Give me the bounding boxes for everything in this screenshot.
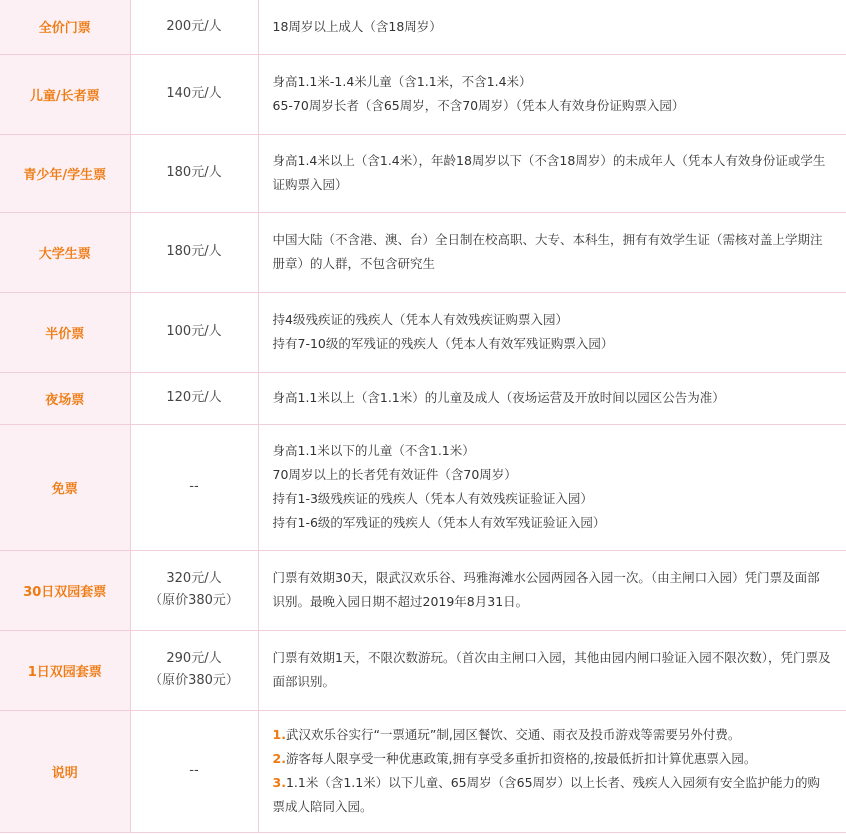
table-row (0, 292, 846, 372)
note-item (273, 771, 833, 819)
ticket-type: 全价门票 (0, 0, 130, 54)
price-line: 120元/人 (166, 390, 222, 405)
ticket-price (130, 134, 258, 212)
table-row (0, 372, 846, 424)
table-row (0, 424, 846, 550)
table-row (0, 630, 846, 710)
note-number: 1. (272, 727, 286, 742)
description-line: 身高1.1米以下的儿童（不含1.1米） (272, 443, 475, 458)
note-number: 3. (272, 775, 286, 790)
notes-price: -- (130, 710, 258, 832)
ticket-price (130, 550, 258, 630)
ticket-price (130, 0, 258, 54)
description-line: 身高1.1米以上（含1.1米）的儿童及成人（夜场运营及开放时间以园区公告为准） (272, 390, 725, 405)
description-line: 门票有效期30天，限武汉欢乐谷、玛雅海滩水公园两园各入园一次。（由主闸口入园）凭门票及面部识别。最晚入园日期不超过2019年8月31日。 (272, 570, 820, 609)
description-line: 65-70周岁长者（含65周岁，不含70周岁）（凭本人有效身份证购票入园） (272, 98, 685, 113)
price-line: 100元/人 (166, 324, 222, 339)
description-line: 门票有效期1天，不限次数游玩。（首次由主闸口入园，其他由园内闸口验证入园不限次数），凭门票及面部识别。 (272, 650, 831, 689)
notes-list (258, 710, 846, 832)
price-line: 200元/人 (166, 18, 222, 34)
ticket-description (258, 292, 846, 372)
ticket-description (258, 630, 846, 710)
note-text: 武汉欢乐谷实行“一票通玩”制,园区餐饮、交通、雨衣及投币游戏等需要另外付费。 (285, 727, 741, 742)
ticket-description (258, 54, 846, 134)
price-line: （原价380元） (149, 673, 239, 688)
table-row (0, 212, 846, 292)
note-text: 1.1米（含1.1米）以下儿童、65周岁（含65周岁）以上长者、残疾人入园须有安全监护能力的购票成人陪同入园。 (272, 775, 821, 814)
table-row (0, 54, 846, 134)
ticket-price (130, 212, 258, 292)
description-line: 身高1.4米以上（含1.4米），年龄18周岁以下（不含18周岁）的未成年人（凭本人有效身份证或学生证购票入园） (272, 153, 826, 192)
ticket-price (130, 292, 258, 372)
notes-label: 说明 (0, 710, 130, 832)
description-line: 持有1-3级残疾证的残疾人（凭本人有效残疾证验证入园） (272, 491, 593, 506)
description-line: 持4级残疾证的残疾人（凭本人有效残疾证购票入园） (272, 312, 568, 327)
ticket-description (258, 372, 846, 424)
note-item (273, 747, 833, 771)
ticket-price (130, 424, 258, 550)
price-line: 180元/人 (166, 244, 222, 259)
note-item (273, 723, 833, 747)
ticket-price (130, 372, 258, 424)
description-line: 身高1.1米-1.4米儿童（含1.1米，不含1.4米） (272, 74, 532, 89)
ticket-type: 儿童/长者票 (0, 54, 130, 134)
table-row (0, 0, 846, 54)
description-line: 中国大陆（不含港、澳、台）全日制在校高职、大专、本科生，拥有有效学生证（需核对盖上学期注册章）的人群，不包含研究生 (272, 232, 823, 271)
ticket-type: 1日双园套票 (0, 630, 130, 710)
price-line: 290元/人 (166, 651, 222, 666)
ticket-description (258, 134, 846, 212)
ticket-type: 30日双园套票 (0, 550, 130, 630)
description-line: 持有1-6级的军残证的残疾人（凭本人有效军残证验证入园） (272, 515, 606, 530)
notes-row (0, 710, 846, 832)
price-line: 320元/人 (166, 571, 222, 586)
note-number: 2. (272, 751, 286, 766)
table-row (0, 134, 846, 212)
ticket-type: 半价票 (0, 292, 130, 372)
price-line: -- (189, 479, 199, 494)
ticket-description (258, 550, 846, 630)
ticket-description (258, 0, 846, 54)
table-row (0, 550, 846, 630)
ticket-type: 免票 (0, 424, 130, 550)
description-line: 70周岁以上的长者凭有效证件（含70周岁） (272, 467, 517, 482)
price-line: （原价380元） (149, 593, 239, 608)
price-line: 180元/人 (166, 165, 222, 180)
description-line: 18周岁以上成人（含18周岁） (272, 18, 442, 34)
ticket-type: 青少年/学生票 (0, 134, 130, 212)
price-line: 140元/人 (166, 86, 222, 101)
description-line: 持有7-10级的军残证的残疾人（凭本人有效军残证购票入园） (272, 336, 614, 351)
ticket-type: 大学生票 (0, 212, 130, 292)
ticket-description (258, 424, 846, 550)
ticket-price (130, 54, 258, 134)
ticket-type: 夜场票 (0, 372, 130, 424)
note-text: 游客每人限享受一种优惠政策,拥有享受多重折扣资格的,按最低折扣计算优惠票入园。 (285, 751, 757, 766)
ticket-description (258, 212, 846, 292)
ticket-price (130, 630, 258, 710)
